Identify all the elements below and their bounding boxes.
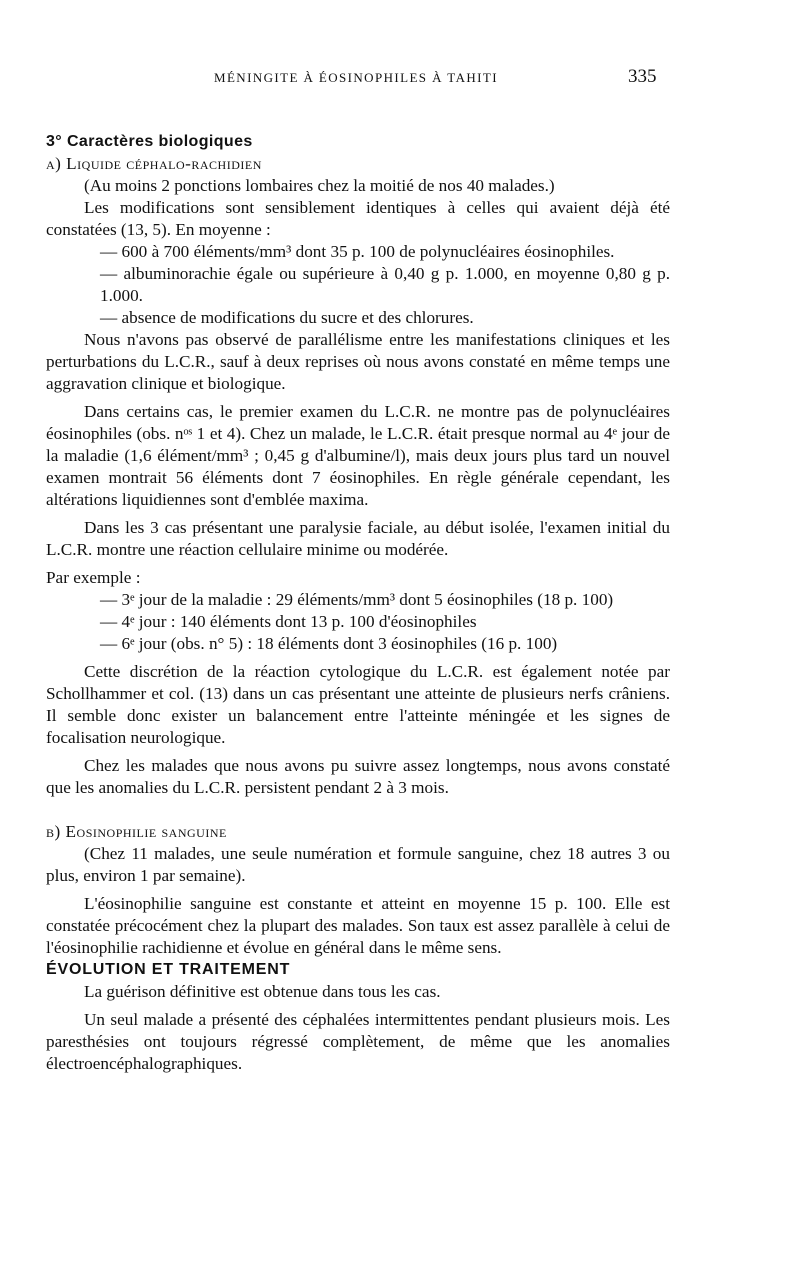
list-item: — 4ᵉ jour : 140 éléments dont 13 p. 100 d'éosinophiles: [100, 612, 477, 631]
paragraph: Dans les 3 cas présentant une paralysie faciale, au début isolée, l'examen initial du L.C.R. montre une réaction cellulaire minime ou modérée.: [46, 518, 670, 559]
paragraph: Chez les malades que nous avons pu suivre assez longtemps, nous avons constaté que les anomalies du L.C.R. persistent pendant 2 à 3 mois.: [46, 756, 670, 797]
paragraph: Les modifications sont sensiblement identiques à celles qui avaient déjà été constatées (13, 5). En moyenne :: [46, 198, 670, 239]
paragraph: Cette discrétion de la réaction cytologique du L.C.R. est également notée par Schollhammer et col. (13) dans un cas présentant une atteinte de plusieurs nerfs crâniens. Il semble donc exister un balancement entre l'atteinte méningée et les signes de focalisation neurologique.: [46, 662, 670, 747]
paragraph: Dans certains cas, le premier examen du L.C.R. ne montre pas de polynucléaires éosinophiles (obs. nᵒˢ 1 et 4). Chez un malade, le L.C.R. était presque normal au 4ᵉ jour de la maladie (1,6 élément/mm³ ; 0,45 g d'albumine/l), mais deux jours plus tard un nouvel examen montrait 56 éléments dont 7 éosinophiles. En règle générale cependant, les altérations liquidiennes sont d'emblée maxima.: [46, 402, 670, 509]
running-header: [0, 66, 800, 90]
page-number: 335: [628, 66, 657, 87]
paragraph: Nous n'avons pas observé de parallélisme entre les manifestations cliniques et les perturbations du L.C.R., sauf à deux reprises où nous avons constaté en même temps une aggravation clinique et biologique.: [46, 330, 670, 393]
list-item: — 6ᵉ jour (obs. n° 5) : 18 éléments dont 3 éosinophiles (16 p. 100): [100, 634, 558, 653]
list-item: — albuminorachie égale ou supérieure à 0,40 g p. 1.000, en moyenne 0,80 g p. 1.000.: [100, 264, 670, 305]
paragraph: Un seul malade a présenté des céphalées intermittentes pendant plusieurs mois. Les paresthésies ont toujours régressé complètement, de même que les anomalies électroencéphalographiques.: [46, 1010, 670, 1073]
article-body: [46, 131, 670, 1075]
paragraph: (Au moins 2 ponctions lombaires chez la moitié de nos 40 malades.): [84, 176, 555, 195]
subheading-liquide: a) Liquide céphalo-rachidien: [46, 154, 262, 173]
running-title: MÉNINGITE À ÉOSINOPHILES À TAHITI: [214, 70, 498, 85]
list-item: — absence de modifications du sucre et des chlorures.: [100, 308, 474, 327]
list-item: — 600 à 700 éléments/mm³ dont 35 p. 100 de polynucléaires éosinophiles.: [100, 242, 615, 261]
paragraph: La guérison définitive est obtenue dans tous les cas.: [84, 982, 441, 1001]
paragraph: L'éosinophilie sanguine est constante et atteint en moyenne 15 p. 100. Elle est constatée précocément chez la plupart des malades. Son taux est assez parallèle à celui de l'éosinophilie rachidienne et évolue en général dans le même sens.: [46, 894, 670, 957]
subheading-eosinophilie: b) Eosinophilie sanguine: [46, 822, 227, 841]
section-heading-evolution: ÉVOLUTION ET TRAITEMENT: [46, 961, 291, 978]
example-intro: Par exemple :: [46, 568, 141, 587]
paragraph: (Chez 11 malades, une seule numération et formule sanguine, chez 18 autres 3 ou plus, environ 1 par semaine).: [46, 844, 670, 885]
section-heading-biologiques: 3° Caractères biologiques: [46, 133, 253, 150]
list-item: — 3ᵉ jour de la maladie : 29 éléments/mm³ dont 5 éosinophiles (18 p. 100): [100, 590, 614, 609]
